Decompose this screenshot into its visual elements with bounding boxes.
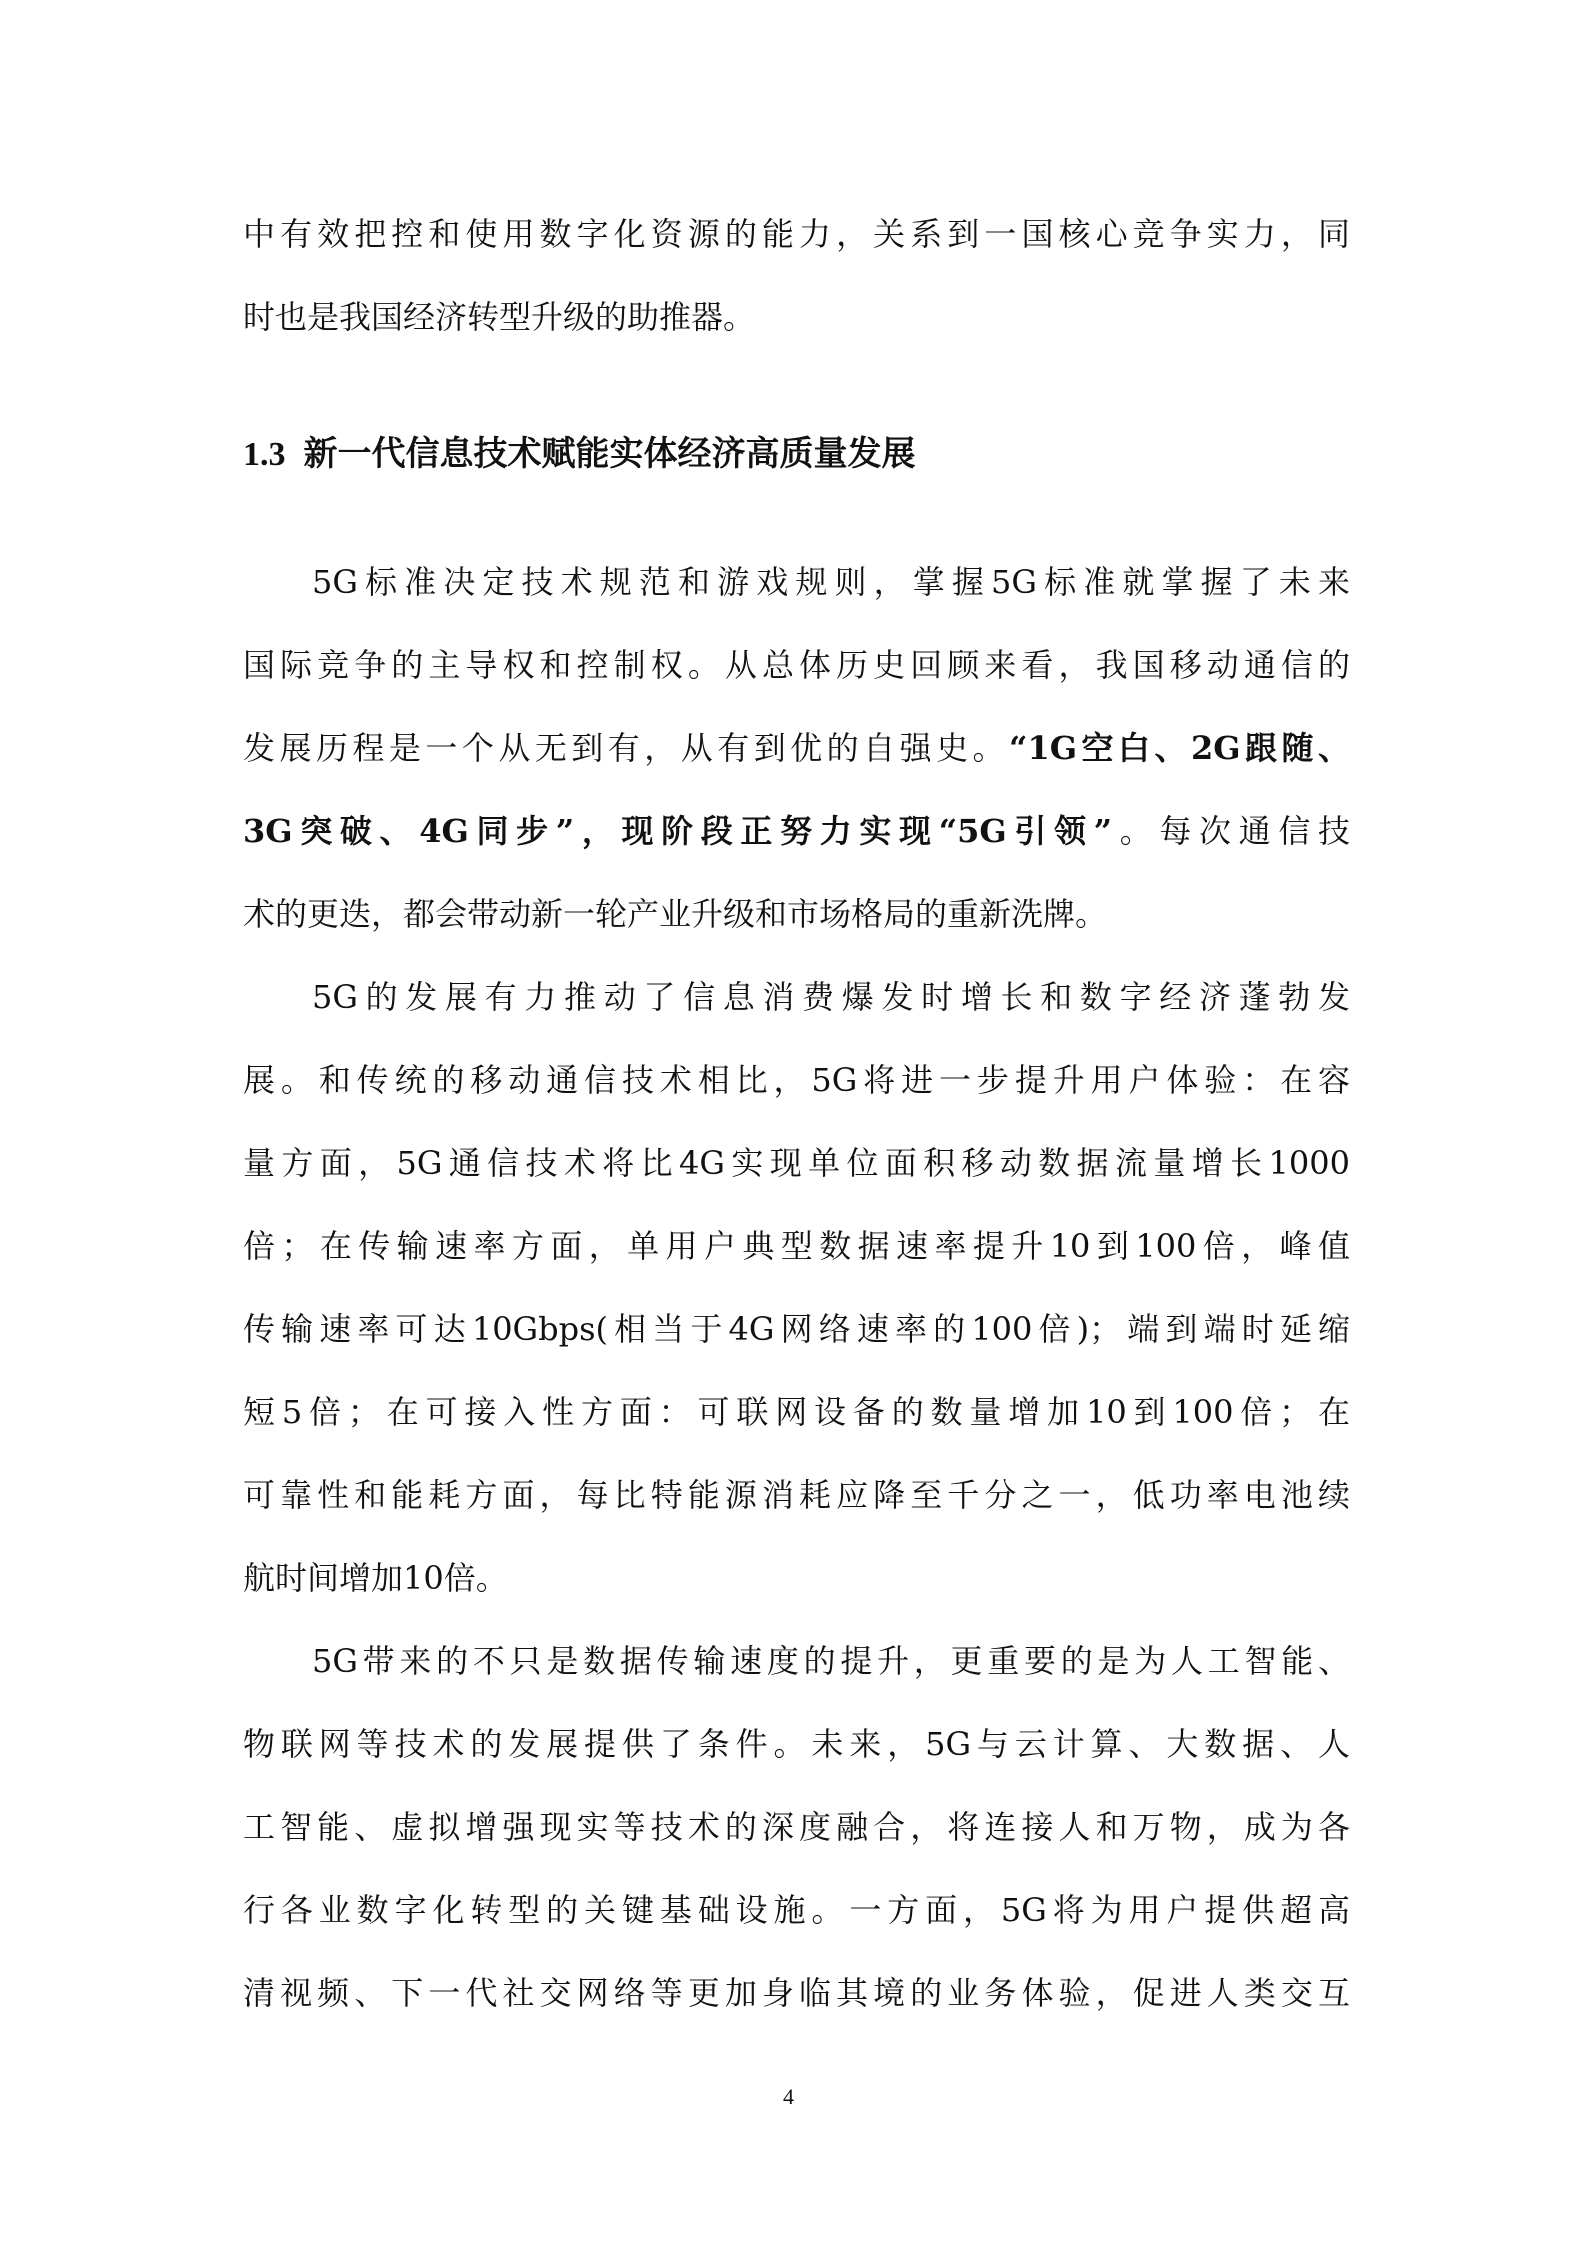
- text-line: 量方面，5G通信技术将比4G实现单位面积移动数据流量增长1000: [243, 1144, 1350, 1182]
- plain-text: 。每次通信技: [1112, 812, 1350, 850]
- bold-emphasis: “1G空白、2G跟随、: [1009, 729, 1350, 767]
- text-line: 短5倍；在可接入性方面：可联网设备的数量增加10到100倍；在: [243, 1393, 1350, 1431]
- section-number: 1.3: [243, 436, 286, 473]
- section-title: 新一代信息技术赋能实体经济高质量发展: [303, 434, 916, 474]
- bold-emphasis: 3G突破、4G同步”，现阶段正努力实现“5G引领”: [243, 812, 1113, 850]
- text-line: 术的更迭，都会带动新一轮产业升级和市场格局的重新洗牌。: [243, 895, 1108, 933]
- text-line: 物联网等技术的发展提供了条件。未来，5G与云计算、大数据、人: [243, 1725, 1350, 1763]
- text-line: 国际竞争的主导权和控制权。从总体历史回顾来看，我国移动通信的: [243, 646, 1350, 684]
- text-line: 倍；在传输速率方面，单用户典型数据速率提升10到100倍，峰值: [243, 1227, 1350, 1265]
- text-line: 可靠性和能耗方面，每比特能源消耗应降至千分之一，低功率电池续: [243, 1476, 1350, 1514]
- page-number: 4: [783, 2084, 794, 2109]
- text-line: 5G带来的不只是数据传输速度的提升，更重要的是为人工智能、: [312, 1642, 1350, 1680]
- text-line: 5G标准决定技术规范和游戏规则，掌握5G标准就掌握了未来: [312, 563, 1350, 601]
- text-line: 航时间增加10倍。: [243, 1559, 508, 1597]
- text-line: [243, 811, 1350, 851]
- text-line: 工智能、虚拟增强现实等技术的深度融合，将连接人和万物，成为各: [243, 1808, 1350, 1846]
- plain-text: 发展历程是一个从无到有，从有到优的自强史。: [243, 729, 1010, 767]
- text-line: 5G的发展有力推动了信息消费爆发时增长和数字经济蓬勃发: [312, 978, 1350, 1016]
- text-line: 时也是我国经济转型升级的助推器。: [243, 298, 756, 336]
- text-line: [243, 728, 1350, 768]
- text-line: 传输速率可达10Gbps(相当于4G网络速率的100倍)；端到端时延缩: [243, 1310, 1350, 1348]
- text-line: 展。和传统的移动通信技术相比，5G将进一步提升用户体验：在容: [243, 1061, 1350, 1099]
- text-line: 清视频、下一代社交网络等更加身临其境的业务体验，促进人类交互: [243, 1974, 1350, 2012]
- text-line: 中有效把控和使用数字化资源的能力，关系到一国核心竞争实力，同: [243, 215, 1350, 253]
- section-heading: [243, 432, 916, 477]
- text-line: 行各业数字化转型的关键基础设施。一方面，5G将为用户提供超高: [243, 1891, 1350, 1929]
